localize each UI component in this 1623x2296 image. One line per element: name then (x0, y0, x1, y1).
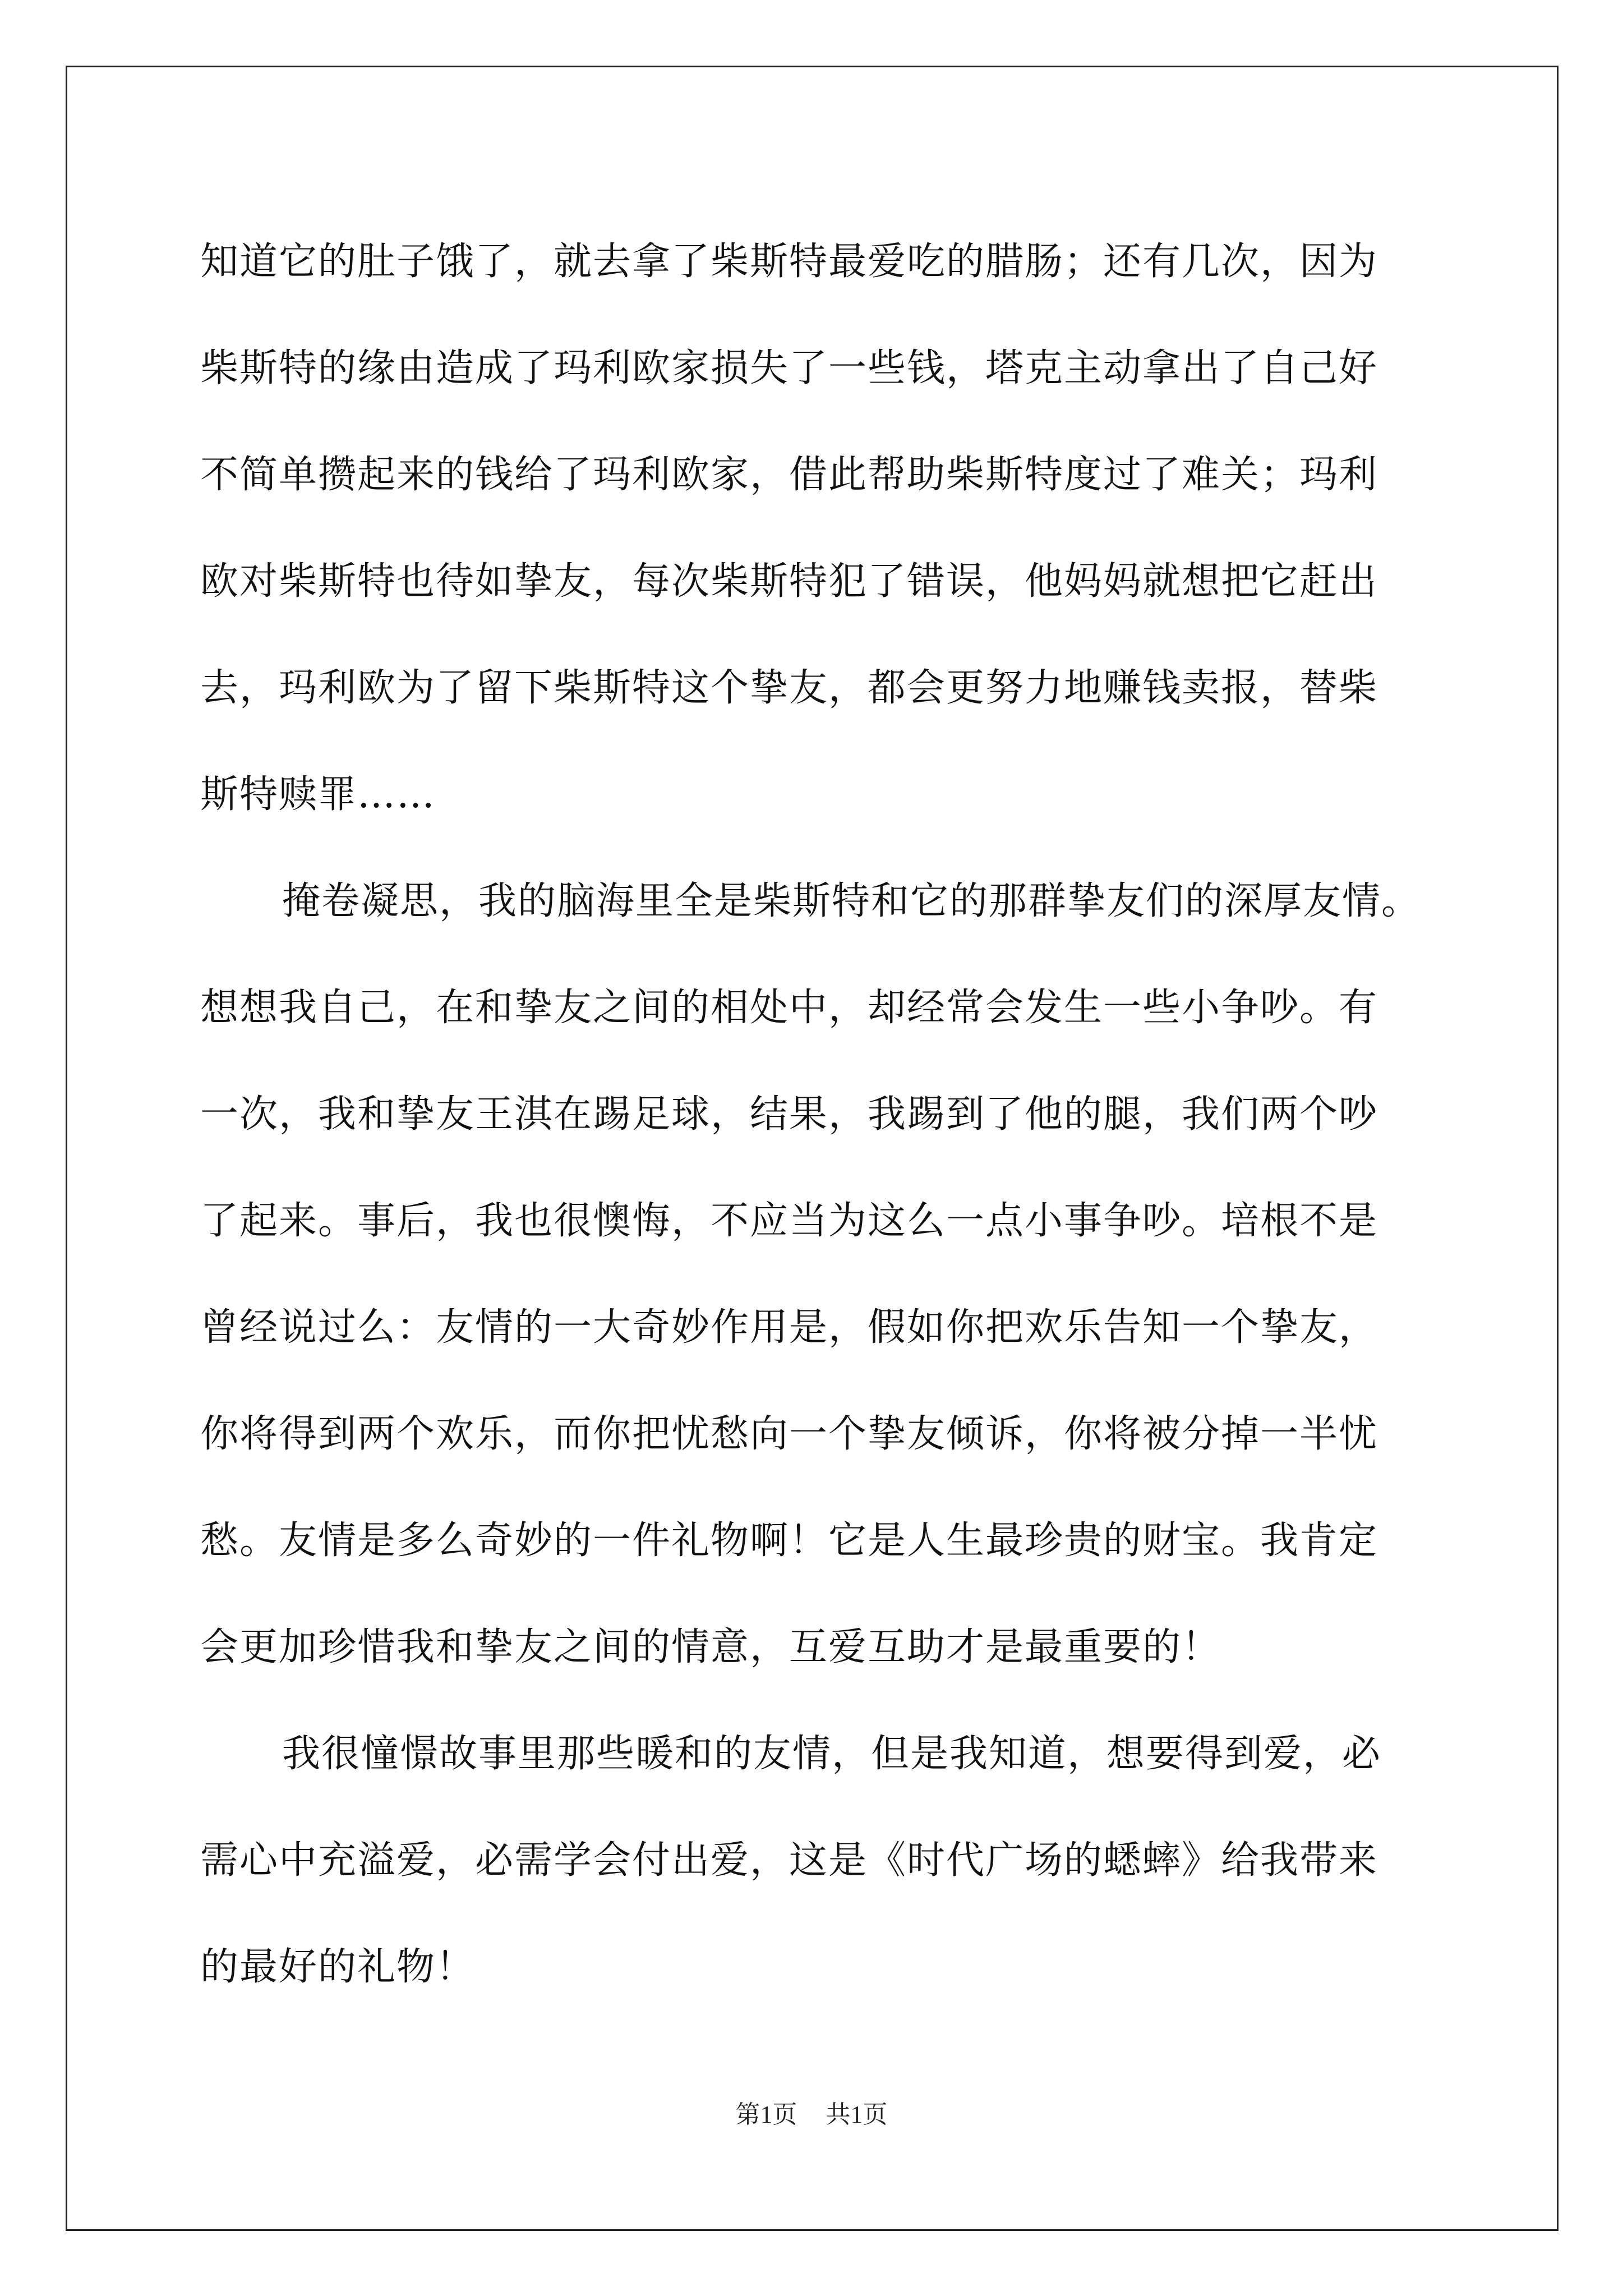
paragraph-first-line: 我很憧憬故事里那些暖和的友情，但是我知道，想要得到爱，必 (282, 1732, 1382, 1776)
text-line: 想想我自己，在和挚友之间的相处中，却经常会发生一些小争吵。有 (200, 986, 1378, 1030)
text-line: 会更加珍惜我和挚友之间的情意，互爱互助才是最重要的！ (200, 1625, 1221, 1669)
text-line: 柴斯特的缘由造成了玛利欧家损失了一些钱，塔克主动拿出了自己好 (200, 346, 1378, 390)
text-line: 欧对柴斯特也待如挚友，每次柴斯特犯了错误，他妈妈就想把它赶出 (200, 559, 1378, 604)
paragraph-first-line: 掩卷凝思，我的脑海里全是柴斯特和它的那群挚友们的深厚友情。 (282, 879, 1421, 923)
text-line: 一次，我和挚友王淇在踢足球，结果，我踢到了他的腿，我们两个吵 (200, 1092, 1378, 1137)
text-line: 斯特赎罪…… (200, 772, 436, 817)
page-total: 共1页 (826, 2101, 888, 2128)
text-line: 去，玛利欧为了留下柴斯特这个挚友，都会更努力地赚钱卖报，替柴 (200, 666, 1378, 710)
document-body (200, 209, 1434, 2021)
text-line: 了起来。事后，我也很懊悔，不应当为这么一点小事争吵。培根不是 (200, 1199, 1378, 1243)
text-line: 愁。友情是多么奇妙的一件礼物啊！它是人生最珍贵的财宝。我肯定 (200, 1519, 1378, 1563)
page-number: 第1页 (735, 2101, 797, 2128)
page-footer (0, 2098, 1623, 2132)
text-line: 你将得到两个欢乐，而你把忧愁向一个挚友倾诉，你将被分掉一半忧 (200, 1412, 1378, 1456)
text-line: 需心中充溢爱，必需学会付出爱，这是《时代广场的蟋蟀》给我带来 (200, 1838, 1378, 1883)
text-line: 不简单攒起来的钱给了玛利欧家，借此帮助柴斯特度过了难关；玛利 (200, 453, 1378, 497)
text-line: 的最好的礼物！ (200, 1945, 476, 1989)
text-line: 曾经说过么：友情的一大奇妙作用是，假如你把欢乐告知一个挚友， (200, 1305, 1378, 1350)
text-line: 知道它的肚子饿了，就去拿了柴斯特最爱吃的腊肠；还有几次，因为 (200, 240, 1378, 284)
